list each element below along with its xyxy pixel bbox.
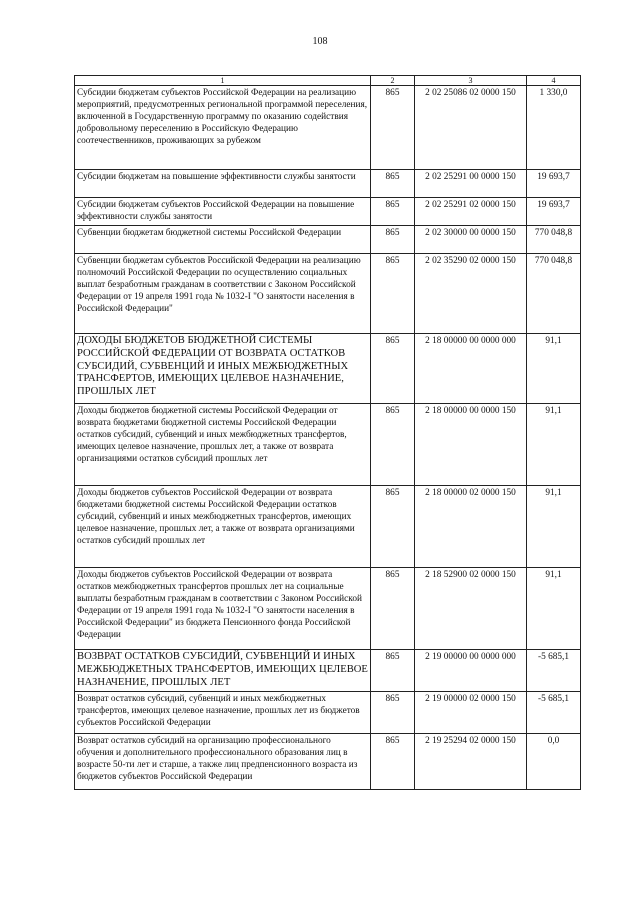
- column-header-3: 3: [415, 76, 527, 86]
- table-row: [75, 86, 581, 170]
- amount: 91,1: [527, 404, 581, 486]
- revenue-name: ВОЗВРАТ ОСТАТКОВ СУБСИДИЙ, СУБВЕНЦИЙ И ИНЫХ МЕЖБЮДЖЕТНЫХ ТРАНСФЕРТОВ, ИМЕЮЩИХ ЦЕЛЕВОЕ НАЗНАЧЕНИЕ, ПРОШЛЫХ ЛЕТ: [75, 650, 371, 692]
- page-number: 108: [312, 36, 328, 47]
- amount: -5 685,1: [527, 692, 581, 734]
- admin-code: 865: [371, 404, 415, 486]
- table-row: [75, 486, 581, 568]
- budget-classification-code: 2 02 30000 00 0000 150: [415, 226, 527, 254]
- table-row: [75, 226, 581, 254]
- revenue-name: Субвенции бюджетам субъектов Российской Федерации на реализацию полномочий Российской Федерации по осуществлению социальных выплат безработным гражданам в соответствии с Законом Российской Федерации от 19 апреля 1991 года № 1032-I "О занятости населения в Российской Федерации": [75, 254, 371, 334]
- budget-classification-code: 2 18 00000 02 0000 150: [415, 486, 527, 568]
- admin-code: 865: [371, 254, 415, 334]
- table-row: [75, 254, 581, 334]
- budget-classification-code: 2 19 00000 02 0000 150: [415, 692, 527, 734]
- budget-classification-code: 2 18 00000 00 0000 000: [415, 334, 527, 404]
- budget-classification-code: 2 02 25291 00 0000 150: [415, 170, 527, 198]
- table-row: [75, 334, 581, 404]
- revenue-name: Доходы бюджетов бюджетной системы Российской Федерации от возврата бюджетами бюджетной системы Российской Федерации остатков субсидий, субвенций и иных межбюджетных трансфертов, имеющих целевое назначение, прошлых лет, а также от возврата организациями остатков субсидий прошлых лет: [75, 404, 371, 486]
- admin-code: 865: [371, 568, 415, 650]
- budget-table: [74, 75, 581, 790]
- column-header-1: 1: [75, 76, 371, 86]
- budget-classification-code: 2 18 52900 02 0000 150: [415, 568, 527, 650]
- budget-classification-code: 2 18 00000 00 0000 150: [415, 404, 527, 486]
- admin-code: 865: [371, 486, 415, 568]
- column-header-2: 2: [371, 76, 415, 86]
- amount: 1 330,0: [527, 86, 581, 170]
- admin-code: 865: [371, 226, 415, 254]
- amount: 19 693,7: [527, 170, 581, 198]
- table-row: [75, 650, 581, 692]
- admin-code: 865: [371, 334, 415, 404]
- table-row: [75, 170, 581, 198]
- admin-code: 865: [371, 170, 415, 198]
- revenue-name: Субвенции бюджетам бюджетной системы Российской Федерации: [75, 226, 371, 254]
- revenue-name: Субсидии бюджетам субъектов Российской Федерации на реализацию мероприятий, предусмотренных региональной программой переселения, включенной в Государственную программу по оказанию содействия добровольному переселению в Российскую Федерацию соотечественников, проживающих за рубежом: [75, 86, 371, 170]
- amount: 19 693,7: [527, 198, 581, 226]
- amount: -5 685,1: [527, 650, 581, 692]
- table-row: [75, 734, 581, 790]
- admin-code: 865: [371, 198, 415, 226]
- admin-code: 865: [371, 692, 415, 734]
- budget-classification-code: 2 02 25291 02 0000 150: [415, 198, 527, 226]
- revenue-name: ДОХОДЫ БЮДЖЕТОВ БЮДЖЕТНОЙ СИСТЕМЫ РОССИЙСКОЙ ФЕДЕРАЦИИ ОТ ВОЗВРАТА ОСТАТКОВ СУБСИДИЙ, СУБВЕНЦИЙ И ИНЫХ МЕЖБЮДЖЕТНЫХ ТРАНСФЕРТОВ, ИМЕЮЩИХ ЦЕЛЕВОЕ НАЗНАЧЕНИЕ, ПРОШЛЫХ ЛЕТ: [75, 334, 371, 404]
- table-row: [75, 198, 581, 226]
- revenue-name: Субсидии бюджетам субъектов Российской Федерации на повышение эффективности службы занятости: [75, 198, 371, 226]
- table-row: [75, 568, 581, 650]
- admin-code: 865: [371, 734, 415, 790]
- budget-classification-code: 2 02 35290 02 0000 150: [415, 254, 527, 334]
- revenue-name: Доходы бюджетов субъектов Российской Федерации от возврата остатков межбюджетных трансфертов прошлых лет на социальные выплаты безработным гражданам в соответствии с Законом Российской Федерации от 19 апреля 1991 года № 1032-I "О занятости населения в Российской Федерации" из бюджета Пенсионного фонда Российской Федерации: [75, 568, 371, 650]
- amount: 0,0: [527, 734, 581, 790]
- table-header-row: [75, 76, 581, 86]
- amount: 91,1: [527, 486, 581, 568]
- revenue-name: Возврат остатков субсидий на организацию профессионального обучения и дополнительного профессионального образования лиц в возрасте 50-ти лет и старше, а также лиц предпенсионного возраста из бюджетов субъектов Российской Федерации: [75, 734, 371, 790]
- admin-code: 865: [371, 86, 415, 170]
- revenue-name: Субсидии бюджетам на повышение эффективности службы занятости: [75, 170, 371, 198]
- amount: 770 048,8: [527, 254, 581, 334]
- table-row: [75, 404, 581, 486]
- revenue-name: Возврат остатков субсидий, субвенций и иных межбюджетных трансфертов, имеющих целевое назначение, прошлых лет из бюджетов субъектов Российской Федерации: [75, 692, 371, 734]
- amount: 91,1: [527, 568, 581, 650]
- table-row: [75, 692, 581, 734]
- budget-classification-code: 2 19 25294 02 0000 150: [415, 734, 527, 790]
- revenue-name: Доходы бюджетов субъектов Российской Федерации от возврата бюджетами бюджетной системы Российской Федерации остатков субсидий, субвенций и иных межбюджетных трансфертов, имеющих целевое назначение, прошлых лет, а также от возврата организациями остатков субсидий прошлых лет: [75, 486, 371, 568]
- budget-classification-code: 2 19 00000 00 0000 000: [415, 650, 527, 692]
- column-header-4: 4: [527, 76, 581, 86]
- amount: 91,1: [527, 334, 581, 404]
- budget-classification-code: 2 02 25086 02 0000 150: [415, 86, 527, 170]
- admin-code: 865: [371, 650, 415, 692]
- amount: 770 048,8: [527, 226, 581, 254]
